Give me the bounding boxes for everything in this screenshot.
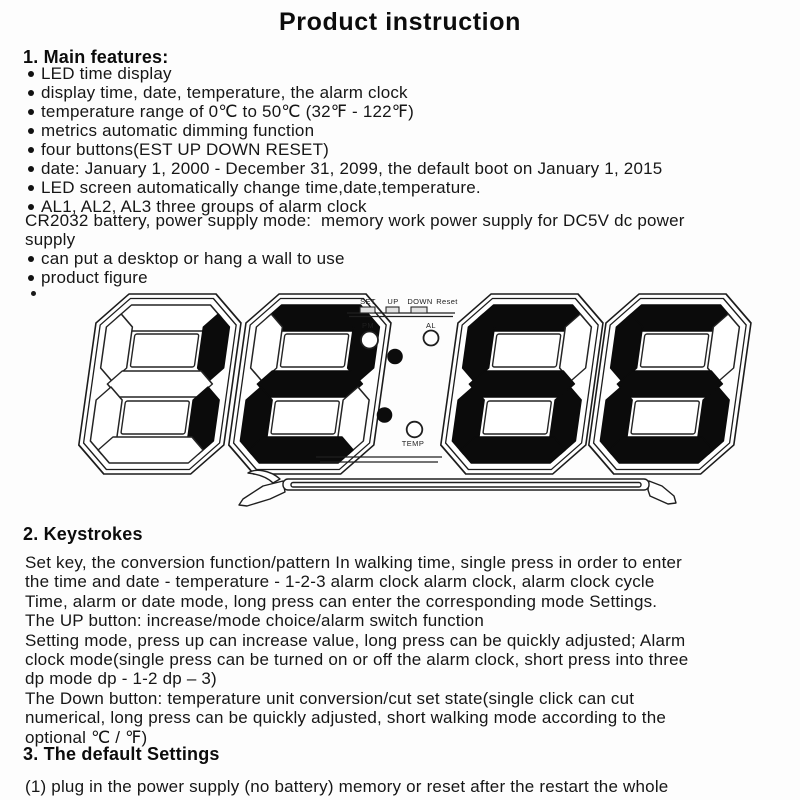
note-line: supply [25, 230, 76, 250]
text-line: Time, alarm or date mode, long press can enter the corresponding mode Settings. [25, 591, 658, 611]
text-line: clock mode(single press can be turned on or off the alarm clock, short press into three [25, 650, 689, 670]
default-settings-text [25, 777, 668, 796]
keystrokes-heading: 2. Keystrokes [23, 524, 143, 544]
text-line: numerical, long press can be quickly adjusted, short walking mode according to the [25, 708, 667, 728]
main-features-heading: 1. Main features: [23, 47, 169, 67]
list-item: can put a desktop or hang a wall to use [28, 249, 345, 268]
temp-indicator-label: TEMP [401, 439, 425, 448]
up-button-label: UP [387, 297, 399, 306]
down-button-label: DOWN [407, 297, 433, 306]
list-item: date: January 1, 2000 - December 31, 2099, the default boot on January 1, 2015 [28, 159, 662, 178]
list-item: product figure [28, 268, 345, 287]
seven-segment-digit [585, 294, 755, 474]
text-line: The Down button: temperature unit conversion/cut set state(single click can cut [25, 688, 635, 708]
text-line: Setting mode, press up can increase value, long press can be quickly adjusted; Alarm [25, 630, 686, 650]
pm-indicator-label: PM [361, 321, 375, 330]
list-item: LED screen automatically change time,date,temperature. [28, 178, 662, 197]
down-button [411, 307, 427, 313]
colon-dot-bottom [377, 407, 393, 423]
set-button-label: SET [360, 297, 376, 306]
note-line: CR2032 battery, power supply mode: memory work power supply for DC5V dc power [25, 211, 685, 230]
text-line: optional ℃ / ℉) [25, 727, 148, 747]
text-line: the time and date - temperature - 1-2-3 alarm clock alarm clock, alarm clock cycle [25, 572, 655, 592]
text-line: Set key, the conversion function/pattern In walking time, single press in order to enter [25, 553, 683, 572]
reset-button-label: Reset [436, 297, 458, 306]
list-item: temperature range of 0℃ to 50℃ (32℉ - 122℉) [28, 102, 662, 121]
seven-segment-digit [437, 294, 607, 474]
list-item: AL1, AL2, AL3 three groups of alarm clock [28, 197, 662, 216]
clock-product-figure [0, 280, 800, 510]
list-item: LED time display [28, 64, 662, 83]
temp-indicator-led [407, 422, 423, 438]
keystrokes-text [25, 553, 688, 747]
seven-segment-digit [75, 294, 245, 474]
list-item: display time, date, temperature, the alarm clock [28, 83, 662, 102]
text-line: dp mode dp - 1-2 dp – 3) [25, 669, 217, 689]
set-button [360, 307, 375, 313]
colon-dot-top [387, 349, 403, 365]
list-item: four buttons(EST UP DOWN RESET) [28, 140, 662, 159]
text-line: The UP button: increase/mode choice/alarm switch function [25, 611, 484, 631]
list-item: metrics automatic dimming function [28, 121, 662, 140]
main-features-list [28, 64, 662, 216]
text-line: (1) plug in the power supply (no battery) memory or reset after the restart the whole [25, 777, 669, 796]
page-title: Product instruction [279, 8, 521, 36]
up-button [386, 307, 399, 313]
clock-stand [239, 470, 676, 506]
pm-indicator-led [361, 332, 378, 349]
default-settings-heading: 3. The default Settings [23, 744, 220, 764]
al-indicator-label: AL [426, 321, 436, 330]
al-indicator-led [424, 331, 439, 346]
battery-note [25, 211, 685, 250]
